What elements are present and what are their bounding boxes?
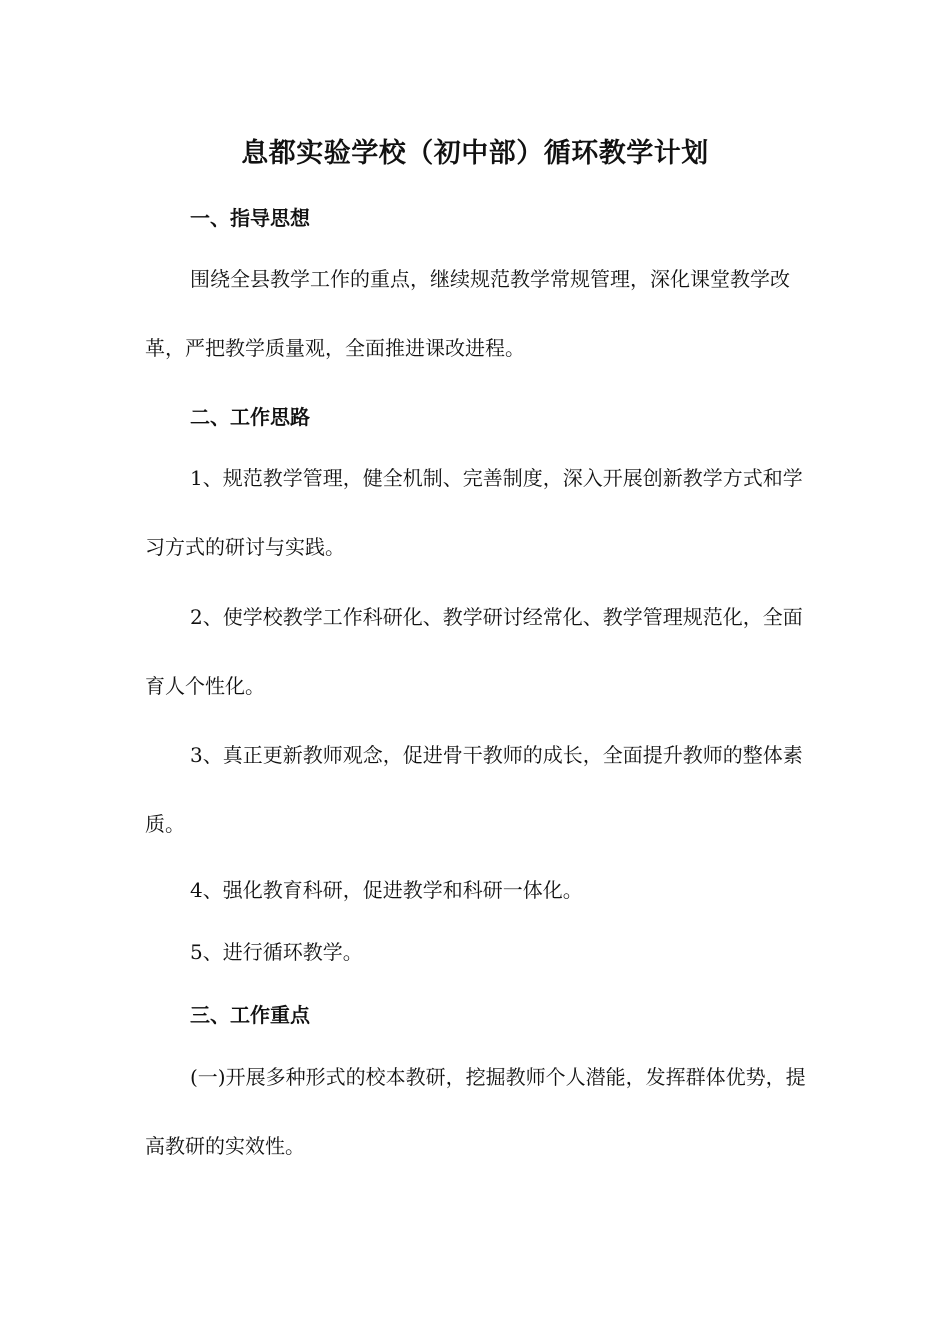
section-heading-work-approach: 二、工作思路 (190, 405, 310, 429)
paragraph-guiding-ideology: 围绕全县教学工作的重点，继续规范教学常规管理，深化课堂教学改革，严把教学质量观，全面推进课改进程。 (145, 267, 790, 360)
paragraph-work-approach-5: 5、进行循环教学。 (190, 940, 363, 964)
paragraph-work-approach-3: 3、真正更新教师观念，促进骨干教师的成长，全面提升教师的整体素质。 (145, 743, 803, 836)
paragraph-work-focus-1: (一)开展多种形式的校本教研，挖掘教师个人潜能，发挥群体优势，提高教研的实效性。 (145, 1065, 806, 1158)
section-heading-guiding-ideology: 一、指导思想 (190, 206, 310, 230)
paragraph-work-approach-4: 4、强化教育科研，促进教学和科研一体化。 (190, 878, 583, 902)
section-heading-work-focus: 三、工作重点 (190, 1003, 310, 1027)
paragraph-work-approach-1: 1、规范教学管理，健全机制、完善制度，深入开展创新教学方式和学习方式的研讨与实践。 (145, 466, 803, 559)
document-title: 息都实验学校（初中部）循环教学计划 (241, 138, 709, 169)
paragraph-work-approach-2: 2、使学校教学工作科研化、教学研讨经常化、教学管理规范化，全面育人个性化。 (145, 605, 803, 698)
